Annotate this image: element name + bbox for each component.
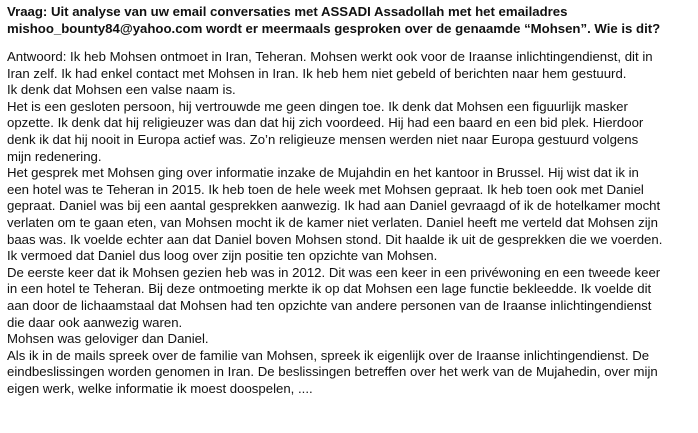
answer-line: De eerste keer dat ik Mohsen gezien heb was in 2012. Dit was een keer in een privéwoning en een tweede keer (7, 264, 661, 280)
answer-line: Het gesprek met Mohsen ging over informatie inzake de Mujahdin en het kantoor in Brussel. Hij wist dat ik in (7, 165, 639, 181)
answer-line: Het is een gesloten persoon, hij vertrouwde me geen dingen toe. Ik denk dat Mohsen een figuurlijk masker (7, 98, 628, 114)
answer-line: opzette. Ik denk dat hij religieuzer was dan dat hij zich voordeed. Hij had een baard en een bid plek. Hierdoor (7, 115, 644, 131)
answer-line: mijn redenering. (7, 148, 102, 164)
answer-line: Als ik in de mails spreek over de familie van Mohsen, spreek ik eigenlijk over de Iraanse inlichtingendienst. De (7, 347, 650, 363)
answer-line: gepraat. Daniel was bij een aantal gesprekken aanwezig. Ik had aan Daniel gevraagd of ik de hotelkamer mocht (7, 198, 661, 214)
answer-line: Mohsen was geloviger dan Daniel. (7, 331, 209, 347)
question-block (7, 3, 693, 37)
answer-line: Ik denk dat Mohsen een valse naam is. (7, 82, 236, 98)
answer-line: eindbeslissingen worden genomen in Iran. De beslissingen betreffen over het werk van de Mujahedin, over mijn (7, 364, 658, 380)
answer-line: in een hotel te Teheran. Bij deze ontmoeting merkte ik op dat Mohsen een lage functie bekleedde. Ik voelde dit (7, 281, 652, 297)
answer-line: baas was. Ik voelde echter aan dat Daniel boven Mohsen stond. Dit haalde ik uit de gesprekken die we voerden. (7, 231, 663, 247)
answer-line: die daar ook aanwezig waren. (7, 314, 183, 330)
answer-block (7, 49, 693, 397)
question-line: mishoo_bounty84@yahoo.com wordt er meermaals gesproken over de genaamde “Mohsen”. Wie is dit? (7, 21, 661, 36)
answer-line: een hotel was te Teheran in 2015. Ik heb toen de hele week met Mohsen gepraat. Ik heb toen ook met Daniel (7, 181, 644, 197)
question-line: Vraag: Uit analyse van uw email conversaties met ASSADI Assadollah met het emailadres (7, 4, 568, 19)
answer-line: verlaten om te gaan eten, van Mohsen mocht ik de kamer niet verlaten. Daniel heeft me verteld dat Mohsen zijn (7, 214, 658, 230)
answer-line: Ik vermoed dat Daniel dus loog over zijn positie ten opzichte van Mohsen. (7, 248, 438, 264)
answer-line: eigen werk, welke informatie ik moest doospelen, .... (7, 380, 313, 396)
answer-line: denk ik dat hij nooit in Europa actief was. Zo’n religieuze mensen werden niet naar Europa gestuurd volgens (7, 131, 639, 147)
answer-line: Iran zelf. Ik had enkel contact met Mohsen in Iran. Ik heb hem niet gebeld of berichten naar hem gestuurd. (7, 65, 627, 81)
answer-line: Antwoord: Ik heb Mohsen ontmoet in Iran, Teheran. Mohsen werkt ook voor de Iraanse inlichtingendienst, dit in (7, 49, 653, 64)
answer-line: aan door de lichaamstaal dat Mohsen had ten opzichte van andere personen van de Iraanse inlichtingendienst (7, 297, 652, 313)
document-page (7, 3, 693, 397)
